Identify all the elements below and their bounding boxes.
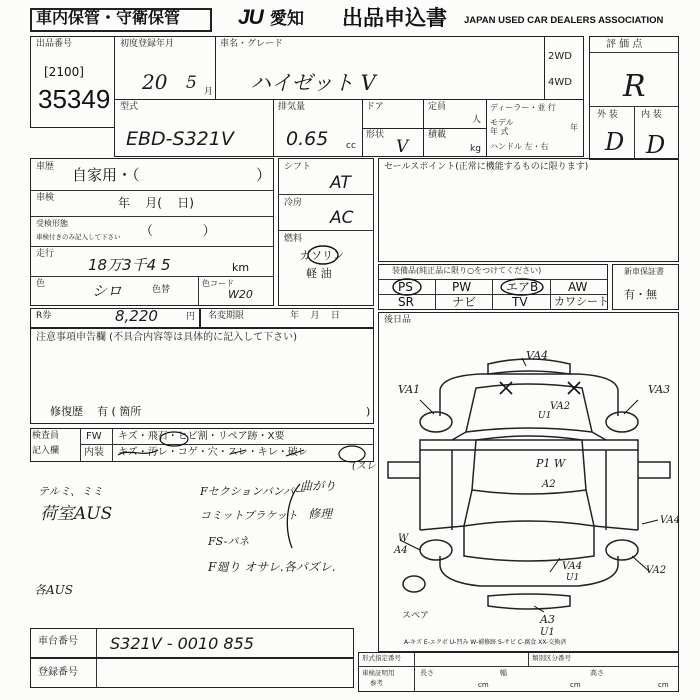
equip-ps-circle — [390, 277, 424, 297]
equip-aw: AW — [568, 280, 588, 294]
spec-length-unit: cm — [478, 681, 489, 689]
grade-int-value: D — [646, 131, 666, 159]
spare-label: スペア — [402, 611, 430, 621]
damage-legend: A-キズ E-エクボ U-凹み W-補修跡 S-サビ C-腐食 XX-交換済 — [404, 639, 567, 646]
handle-side: ハンドル 左・右 — [490, 142, 549, 151]
lot-number: 35349 — [38, 84, 111, 114]
displacement-value: 0.65 — [286, 128, 329, 150]
equip-tv: TV — [512, 295, 528, 309]
model-year-l2: モデル — [490, 118, 514, 127]
spec-width-unit: cm — [570, 681, 581, 689]
equip-leather: カワシート — [554, 295, 609, 308]
fuel-gas: ガソリン — [300, 249, 344, 262]
mark-a3-rear: A3 — [540, 613, 555, 626]
storage-badge-text: 車内保管・守衛保管 — [36, 10, 181, 27]
mark-va4-right: VA4 — [660, 515, 681, 526]
name-change-label: 名変期限 — [208, 311, 245, 321]
inspection-form-text: （ ） — [140, 224, 216, 239]
mileage-unit: km — [232, 261, 250, 274]
displacement-unit: cc — [346, 141, 356, 151]
car-damage-diagram — [380, 340, 681, 650]
recycle-unit: 円 — [186, 312, 196, 322]
model-name-value: ハイゼット V — [250, 71, 376, 95]
hw-note-1: テルミ、ミミ — [38, 485, 104, 498]
hw-note-8: F廻り オサレ.各パズレ. — [208, 560, 336, 574]
color-code-label: 色コード — [202, 279, 234, 288]
ju-logo: JU — [238, 6, 263, 29]
shift-ac-fuel-block — [278, 158, 374, 306]
fuel-diesel: 軽 油 — [306, 267, 332, 280]
drive-cell — [544, 36, 584, 100]
grade-ext-label: 外 装 — [597, 110, 618, 120]
mark-w-left: W — [398, 533, 409, 544]
association-name: JAPAN USED CAR DEALERS ASSOCIATION — [464, 15, 664, 26]
equip-ps: PS — [398, 280, 413, 294]
shift-label: シフト — [284, 162, 312, 172]
spec-length: 長さ — [420, 669, 434, 677]
interior-items: キズ・汚レ・コゲ・穴・スレ・キレ・破レ — [118, 447, 308, 458]
shape-label: 形状 — [366, 130, 385, 140]
displacement-label: 排気量 — [278, 102, 306, 112]
mark-va2-front: VA2 — [550, 401, 571, 412]
hw-bracket — [280, 480, 306, 552]
color-change-label: 色替 — [152, 285, 171, 295]
inspection-form-note: 車検付きのみ記入して下さい — [36, 233, 121, 241]
ac-label: 冷房 — [284, 198, 303, 208]
reg-year-value: 20 — [142, 70, 168, 94]
spec-ref-label: 参考 — [370, 679, 383, 687]
color-label: 色 — [36, 279, 46, 289]
chassis-value: S321V - 0010 855 — [110, 634, 254, 653]
chassis-label: 車台番号 — [38, 636, 78, 647]
lot-label: 出品番号 — [36, 39, 73, 49]
shift-value: AT — [330, 173, 351, 193]
mark-roof: P1 W — [536, 457, 566, 470]
spec-height-unit: cm — [658, 681, 669, 689]
color-code-value: W20 — [228, 288, 253, 301]
history-label: 車歴 — [36, 162, 55, 172]
hw-note-6: 曲がり — [300, 479, 337, 493]
model-code-value: EBD-S321V — [126, 128, 234, 150]
mark-va4-rear: VA4 — [562, 561, 583, 572]
equip-airbag-circle — [498, 277, 546, 297]
model-year-l3: 年 式 — [490, 127, 509, 136]
capacity-unit: 人 — [472, 115, 482, 125]
equip-pw: PW — [452, 280, 472, 294]
hw-note-4: コミットブラケット — [200, 509, 298, 522]
inspector-label: 検査員 — [32, 431, 60, 441]
mark-u1-front: U1 — [538, 411, 552, 421]
ac-value: AC — [330, 208, 354, 228]
model-name-label: 車名・グレード — [220, 39, 284, 49]
capacity-label: 定員 — [428, 102, 447, 112]
hw-note-skore: (スレ — [352, 461, 376, 472]
grade-overall: R — [623, 69, 646, 104]
reg-month-unit: 月 — [204, 87, 214, 97]
repair-history: 修復歴 有 ( 箇所 — [50, 405, 142, 418]
grade-ext-value: D — [605, 128, 625, 156]
lot-code: [2100] — [44, 65, 84, 79]
spec-type-label: 形式指定番号 — [362, 654, 401, 662]
interior-head: 内装 — [84, 447, 104, 458]
sales-point-cell — [378, 158, 679, 262]
model-code-label: 型式 — [120, 102, 139, 112]
inspection-text: 年 月( 日) — [118, 196, 194, 210]
equip-airbag: エアB — [506, 280, 539, 294]
warranty-label: 新車保証書 — [624, 267, 664, 276]
spec-class-label: 類別区分番号 — [532, 654, 571, 662]
inspection-label: 車検 — [36, 193, 55, 203]
grade-int-label: 内 装 — [641, 110, 662, 120]
notes-label: 注意事項申告欄 (不具合内容等は具体的に記入して下さい) — [36, 332, 297, 343]
spec-cell — [358, 652, 679, 692]
drive-2wd: 2WD — [548, 51, 572, 62]
lot-cell — [30, 36, 115, 128]
hw-note-2: 荷室AUS — [40, 504, 113, 524]
drive-4wd: 4WD — [548, 77, 572, 88]
mark-va2-right: VA2 — [646, 565, 667, 576]
dealer-label: ディーラー・並 行 — [490, 103, 556, 112]
name-change-text: 年 月 日 — [290, 311, 340, 321]
reg-month-value: 5 — [186, 73, 197, 93]
hw-note-7: 修理 — [308, 507, 333, 521]
spec-cert-label: 車検証明用 — [362, 669, 395, 677]
model-year-unit: 年 — [570, 123, 578, 132]
mark-va4-top: VA4 — [526, 349, 549, 362]
load-unit: kg — [470, 144, 481, 154]
spec-height: 高さ — [590, 669, 604, 677]
mark-u1-bumper: U1 — [540, 627, 555, 638]
recycle-label: R券 — [36, 311, 52, 321]
equipment-label: 装備品(純正品に限り○をつけてください) — [392, 266, 542, 275]
later-items-label: 後日品 — [384, 315, 412, 325]
color-value: シロ — [92, 282, 123, 300]
equip-navi: ナビ — [452, 295, 477, 309]
fuel-label: 燃料 — [284, 234, 303, 244]
mark-u1-rear: U1 — [566, 573, 580, 583]
inspector-circles — [110, 428, 380, 468]
recycle-value: 8,220 — [115, 307, 158, 325]
mark-a2-roof: A2 — [542, 479, 556, 490]
warranty-value: 有・無 — [624, 288, 657, 301]
fw-items: キズ・飛石・ヒビ割・リペア跡・X要 — [118, 431, 285, 442]
mileage-value: 18万3千4 5 — [88, 256, 171, 274]
mark-va3: VA3 — [648, 383, 671, 396]
inspection-form-label: 受検形態 — [36, 219, 68, 228]
sales-point-label: セールスポイント(正常に機能するものに限ります) — [384, 162, 589, 172]
mark-va1: VA1 — [398, 383, 421, 396]
hw-note-5: FS-パネ — [208, 535, 250, 548]
inspector-entry-label: 記入欄 — [32, 446, 60, 456]
door-label: ドア — [366, 102, 384, 112]
history-close: ） — [256, 166, 272, 184]
shape-value: V — [396, 137, 409, 157]
mileage-label: 走行 — [36, 249, 55, 259]
spec-width: 幅 — [500, 669, 507, 677]
mark-a4-left: A4 — [394, 545, 408, 556]
reg-no-label: 登録番号 — [38, 667, 78, 678]
repair-close: ) — [366, 405, 371, 418]
load-label: 積載 — [428, 130, 447, 140]
org-name: 愛知 — [270, 9, 304, 28]
history-value: 自家用・（ — [72, 166, 140, 184]
reg-year-label: 初度登録年月 — [120, 39, 175, 49]
equip-sr: SR — [398, 295, 414, 309]
reg-no-cell — [30, 658, 354, 688]
fw-head: FW — [86, 431, 102, 442]
grade-label: 評 価 点 — [606, 39, 643, 50]
hw-note-3: Fセクションバンパー — [200, 485, 305, 498]
fuel-gas-circle — [306, 244, 340, 266]
hw-note-9: 各AUS — [34, 583, 74, 597]
form-title: 出品申込書 — [342, 7, 447, 30]
